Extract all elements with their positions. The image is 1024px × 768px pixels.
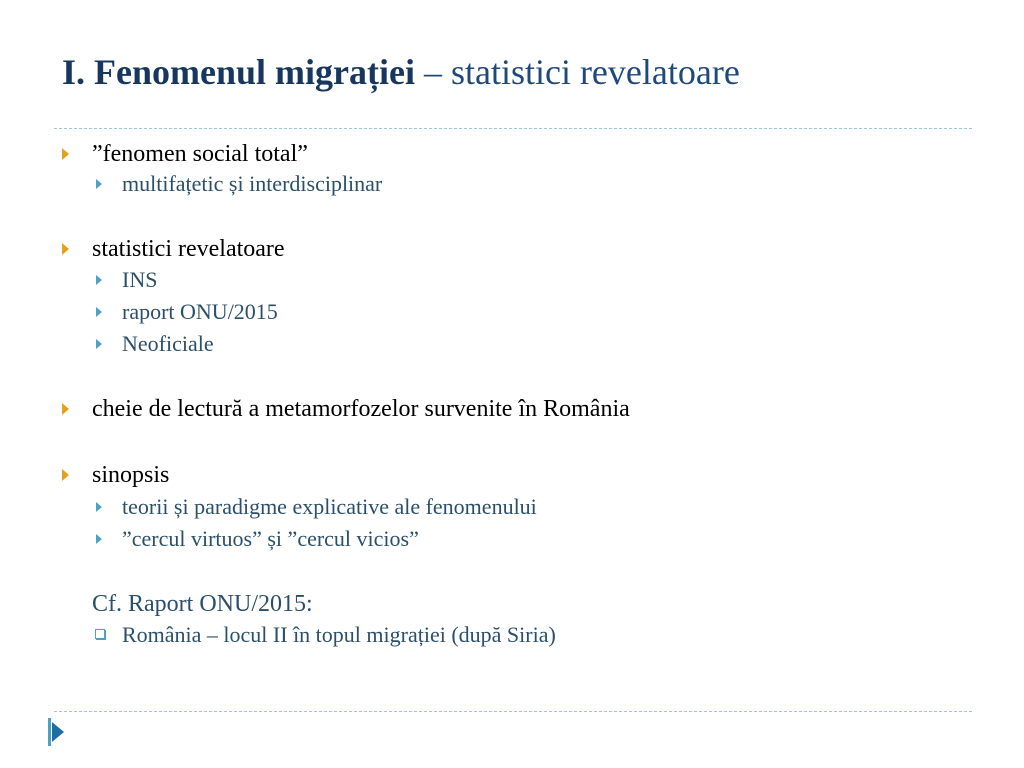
sub-item-raport-onu: raport ONU/2015	[122, 299, 278, 324]
slide-corner-bar	[48, 718, 51, 746]
sub-item-cercul: ”cercul virtuos” și ”cercul vicios”	[122, 526, 419, 551]
level2-bullet-icon	[96, 307, 102, 317]
level2-bullet-icon	[96, 275, 102, 285]
bottom-divider	[54, 711, 972, 712]
sub-item-neoficiale: Neoficiale	[122, 331, 214, 356]
level2-bullet-icon	[96, 339, 102, 349]
slide-title-rest: – statistici revelatoare	[414, 52, 740, 92]
bullet-item-fenomen-social-total: ”fenomen social total”	[92, 141, 308, 167]
checkbox-bullet-icon	[95, 629, 105, 639]
level2-bullet-icon	[96, 502, 102, 512]
level2-bullet-icon	[96, 179, 102, 189]
slide-corner-mark-icon	[52, 722, 64, 742]
bullet-item-cheie-de-lectura: cheie de lectură a metamorfozelor survenite în România	[92, 396, 630, 422]
sub-item-multifatetic: multifațetic și interdisciplinar	[122, 171, 383, 196]
level1-bullet-icon	[62, 469, 69, 481]
sub-item-ins: INS	[122, 267, 158, 292]
bullet-item-sinopsis: sinopsis	[92, 462, 170, 488]
level1-bullet-icon	[62, 243, 69, 255]
slide-title-bold: I. Fenomenul migrației	[62, 52, 415, 92]
bullet-item-statistici: statistici revelatoare	[92, 236, 285, 262]
level1-bullet-icon	[62, 403, 69, 415]
note-heading: Cf. Raport ONU/2015:	[92, 591, 313, 617]
note-item-romania: România – locul II în topul migrației (după Siria)	[122, 622, 556, 647]
level1-bullet-icon	[62, 148, 69, 160]
level2-bullet-icon	[96, 534, 102, 544]
sub-item-teorii: teorii și paradigme explicative ale fenomenului	[122, 494, 537, 519]
